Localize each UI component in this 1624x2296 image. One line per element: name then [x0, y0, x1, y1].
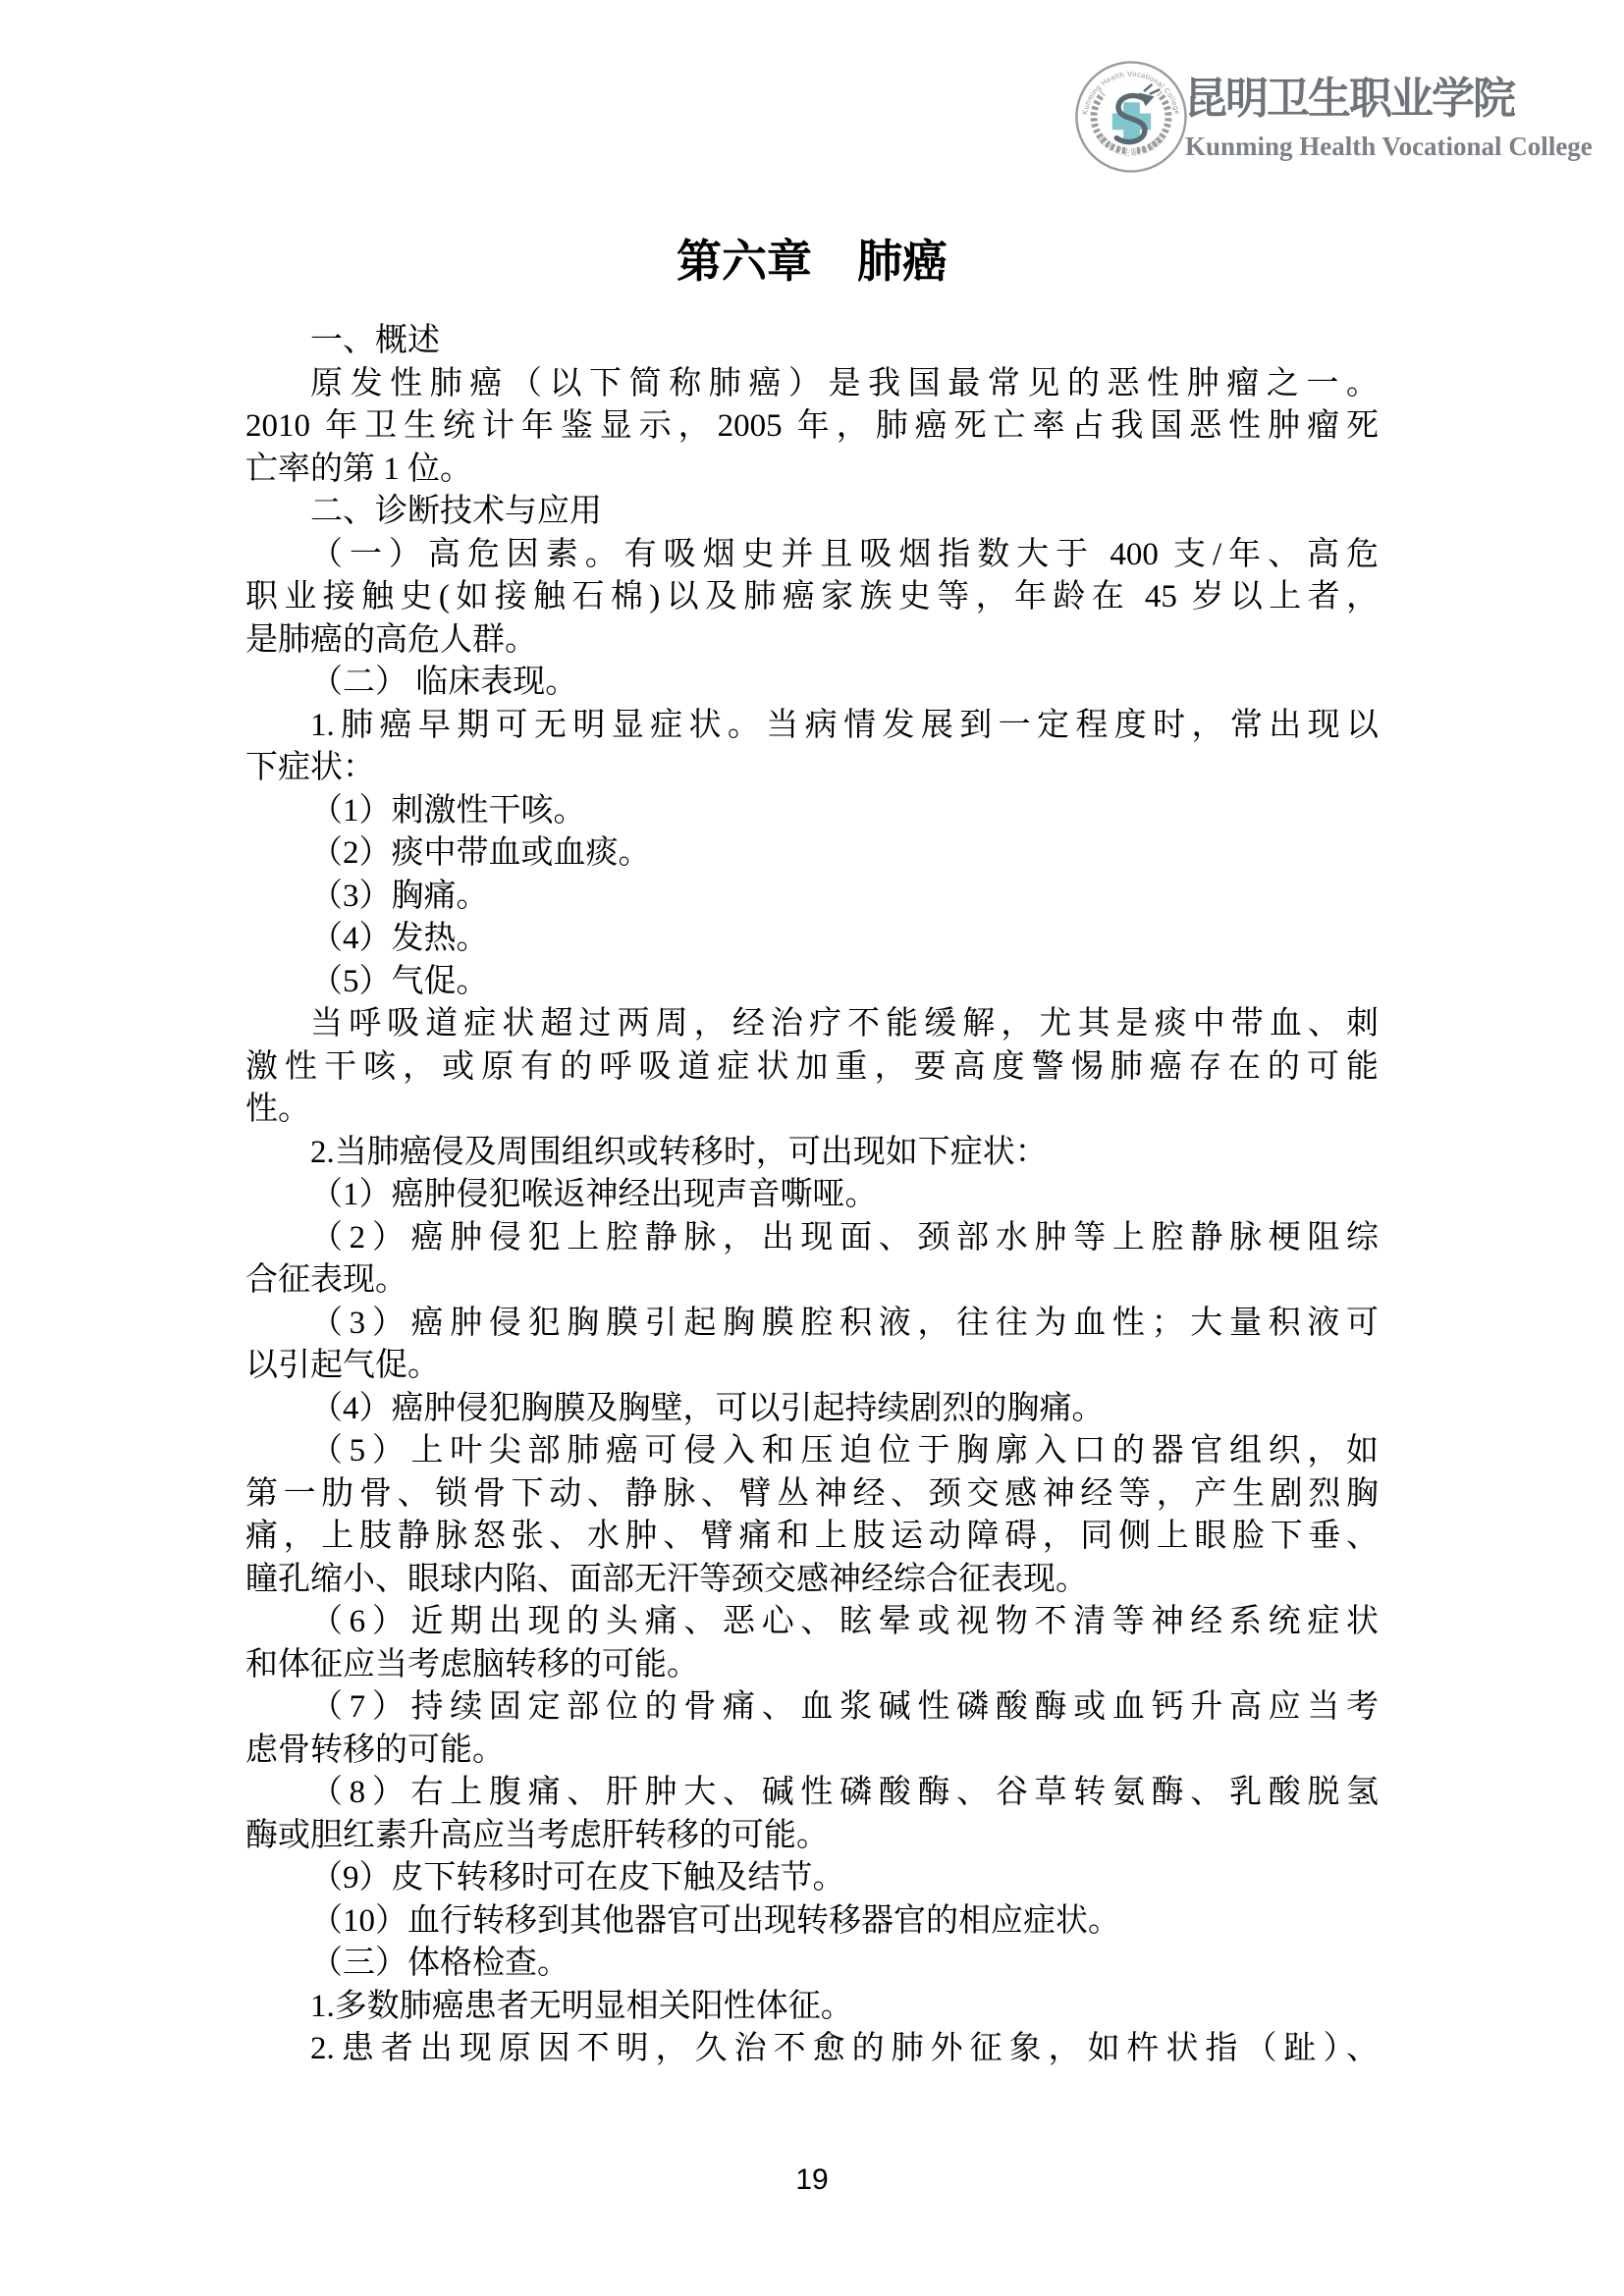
document-body: [245, 320, 1379, 2071]
body-text-line: 瞳孔缩小、眼球内陷、面部无汗等颈交感神经综合征表现。: [245, 1561, 1088, 1597]
college-name-english: Kunming Health Vocational College: [1185, 132, 1593, 161]
college-seal-logo: [1073, 59, 1189, 175]
body-text-line: （1）刺激性干咳。: [310, 792, 586, 828]
body-text-line: （7）持续固定部位的骨痛、血浆碱性磷酸酶或血钙升高应当考: [310, 1689, 1379, 1725]
body-text-line: 当呼吸道症状超过两周，经治疗不能缓解，尤其是痰中带血、刺: [310, 1006, 1379, 1041]
body-text-line: （2）癌肿侵犯上腔静脉，出现面、颈部水肿等上腔静脉梗阻综: [310, 1219, 1379, 1255]
body-text-line: 以引起气促。: [245, 1348, 440, 1383]
chapter-title: 第六章 肺癌: [677, 236, 947, 287]
body-text-line: 酶或胆红素升高应当考虑肝转移的可能。: [245, 1817, 829, 1853]
body-text-line: （3）癌肿侵犯胸膜引起胸膜腔积液，往往为血性；大量积液可: [310, 1305, 1379, 1341]
body-text-line: （一）高危因素。有吸烟史并且吸烟指数大于 400 支/年、高危: [310, 536, 1379, 572]
body-text-line: （2）痰中带血或血痰。: [310, 835, 651, 871]
body-text-line: （4）癌肿侵犯胸膜及胸壁，可以引起持续剧烈的胸痛。: [310, 1390, 1105, 1426]
body-text-line: 1.肺癌早期可无明显症状。当病情发展到一定程度时，常出现以: [310, 707, 1379, 743]
body-text-line: 第一肋骨、锁骨下动、静脉、臂丛神经、颈交感神经等，产生剧烈胸: [245, 1475, 1379, 1512]
body-text-line: （二） 临床表现。: [310, 665, 578, 700]
body-text-line: 和体征应当考虑脑转移的可能。: [245, 1646, 699, 1682]
body-text-line: 是肺癌的高危人群。: [245, 621, 537, 658]
body-text-line: （5）上叶尖部肺癌可侵入和压迫位于胸廓入口的器官组织，如: [310, 1433, 1379, 1468]
body-text-line: （三）体格检查。: [310, 1946, 569, 1981]
body-text-line: （5）气促。: [310, 963, 489, 999]
body-text-line: 二、诊断技术与应用: [310, 494, 602, 529]
body-text-line: 1.多数肺癌患者无明显相关阳性体征。: [310, 1988, 853, 2024]
page-number: 19: [795, 2163, 829, 2196]
body-text-line: （10）血行转移到其他器官可出现转移器官的相应症状。: [310, 1902, 1120, 1939]
body-text-line: （8）右上腹痛、肝肿大、碱性磷酸酶、谷草转氨酶、乳酸脱氢: [310, 1775, 1379, 1810]
seal-bottom-arc-text: 昆明卫生职业学院: [1096, 133, 1166, 158]
body-text-line: （6）近期出现的头痛、恶心、眩晕或视物不清等神经系统症状: [310, 1604, 1379, 1639]
body-text-line: 虑骨转移的可能。: [245, 1732, 505, 1768]
body-text-line: 性。: [245, 1092, 310, 1127]
body-text-line: 下症状：: [245, 750, 375, 785]
body-text-line: 2.患者出现原因不明，久治不愈的肺外征象，如杵状指（趾）、: [310, 2031, 1379, 2066]
body-text-line: （4）发热。: [310, 921, 489, 956]
college-name-calligraphy: 昆明卫生职业学院: [1184, 75, 1514, 123]
body-text-line: 激性干咳，或原有的呼吸道症状加重，要高度警惕肺癌存在的可能: [245, 1048, 1379, 1085]
body-text-line: 一、概述: [310, 323, 440, 358]
body-text-line: 职业接触史(如接触石棉)以及肺癌家族史等，年龄在 45 岁以上者，: [245, 579, 1379, 614]
body-text-line: 原发性肺癌（以下简称肺癌）是我国最常见的恶性肿瘤之一。: [310, 365, 1379, 401]
seal-top-arc-text: Kunming Health Vocational College: [1080, 69, 1182, 116]
body-text-line: （1）癌肿侵犯喉返神经出现声音嘶哑。: [310, 1177, 878, 1212]
body-text-line: 痛，上肢静脉怒张、水肿、臂痛和上肢运动障碍，同侧上眼脸下垂、: [245, 1519, 1379, 1554]
body-text-line: （9）皮下转移时可在皮下触及结节。: [310, 1860, 845, 1896]
body-text-line: （3）胸痛。: [310, 878, 489, 914]
body-text-line: 2.当肺癌侵及周围组织或转移时，可出现如下症状：: [310, 1134, 1048, 1170]
body-text-line: 2010 年卫生统计年鉴显示，2005 年，肺癌死亡率占我国恶性肿瘤死: [245, 408, 1379, 444]
body-text-line: 亡率的第 1 位。: [245, 451, 472, 487]
body-text-line: 合征表现。: [245, 1262, 407, 1298]
